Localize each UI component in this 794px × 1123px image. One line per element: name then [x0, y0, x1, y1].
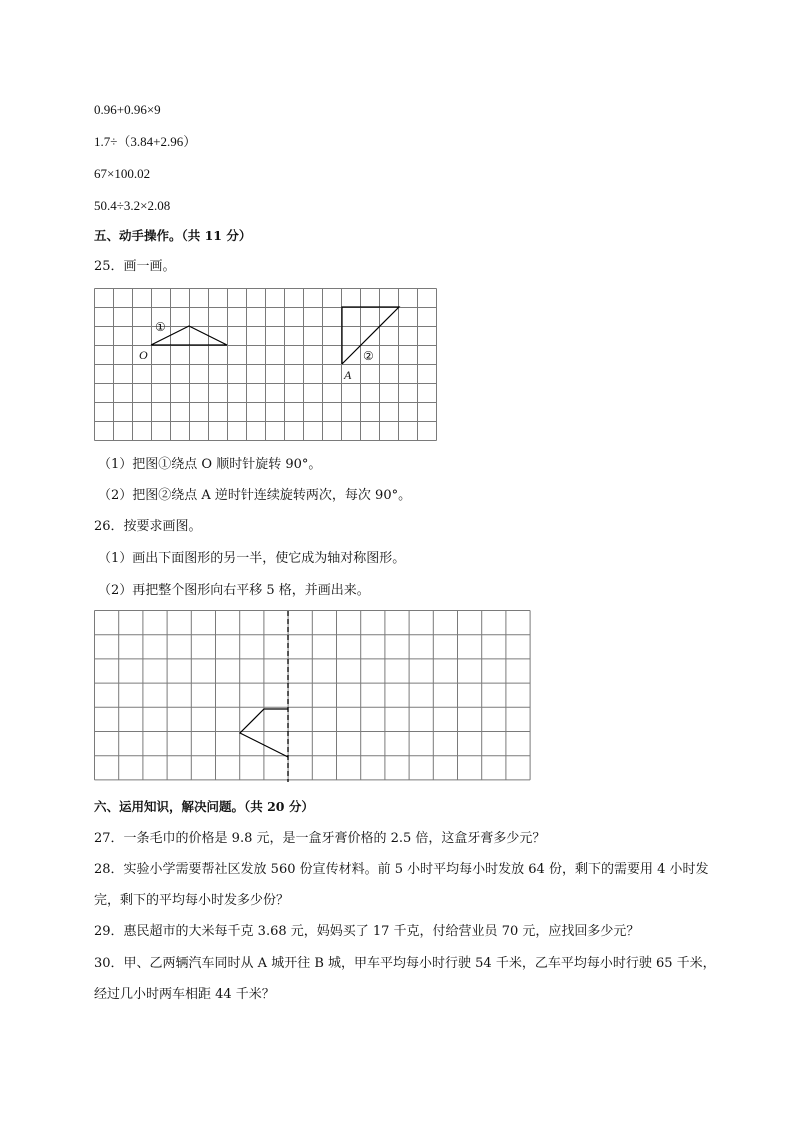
section-6-heading: 六、运用知识，解决问题。（共 20 分）	[94, 799, 314, 814]
calc-line-1: 0.96+0.96×9	[94, 102, 161, 117]
question-27-text: 27．一条毛巾的价格是 9.8 元，是一盒牙膏价格的 2.5 倍，这盒牙膏多少元？	[94, 831, 546, 846]
question-25-title: 25．画一画。	[94, 259, 176, 274]
question-26-grid	[94, 610, 532, 785]
question-26-title: 26．按要求画图。	[94, 519, 202, 534]
question-25-instruction-2: （2）把图②绕点 A 逆时针连续旋转两次，每次 90°。	[98, 488, 412, 503]
question-26-instruction-2: （2）再把整个图形向右平移 5 格，并画出来。	[98, 583, 370, 598]
question-28-text-line-1: 28．实验小学需要帮社区发放 560 份宣传材料。前 5 小时平均每小时发放 64 份，剩下的需要用 4 小时发	[94, 862, 709, 877]
question-30-text-line-2: 经过几小时两车相距 44 千米？	[94, 987, 275, 1002]
question-30-text-line-1: 30．甲、乙两辆汽车同时从 A 城开往 B 城，甲车平均每小时行驶 54 千米，乙车平均每小时行驶 65 千米，	[94, 956, 716, 971]
calc-line-2: 1.7÷（3.84+2.96）	[94, 134, 197, 149]
question-29-text: 29．惠民超市的大米每千克 3.68 元，妈妈买了 17 千克，付给营业员 70 元，应找回多少元？	[94, 924, 640, 939]
marker-2: ②	[363, 349, 374, 363]
question-26-instruction-1: （1）画出下面图形的另一半，使它成为轴对称图形。	[98, 551, 406, 566]
marker-1: ①	[155, 320, 166, 334]
question-28-text-line-2: 完，剩下的平均每小时发多少份？	[94, 893, 290, 908]
calc-line-4: 50.4÷3.2×2.08	[94, 198, 171, 213]
section-5-heading: 五、动手操作。（共 11 分）	[94, 228, 252, 243]
calc-line-3: 67×100.02	[94, 166, 151, 181]
question-25-instruction-1: （1）把图①绕点 O 顺时针旋转 90°。	[98, 457, 322, 472]
label-point-o: O	[139, 348, 148, 362]
question-25-grid	[94, 288, 440, 442]
label-point-a: A	[344, 368, 352, 382]
